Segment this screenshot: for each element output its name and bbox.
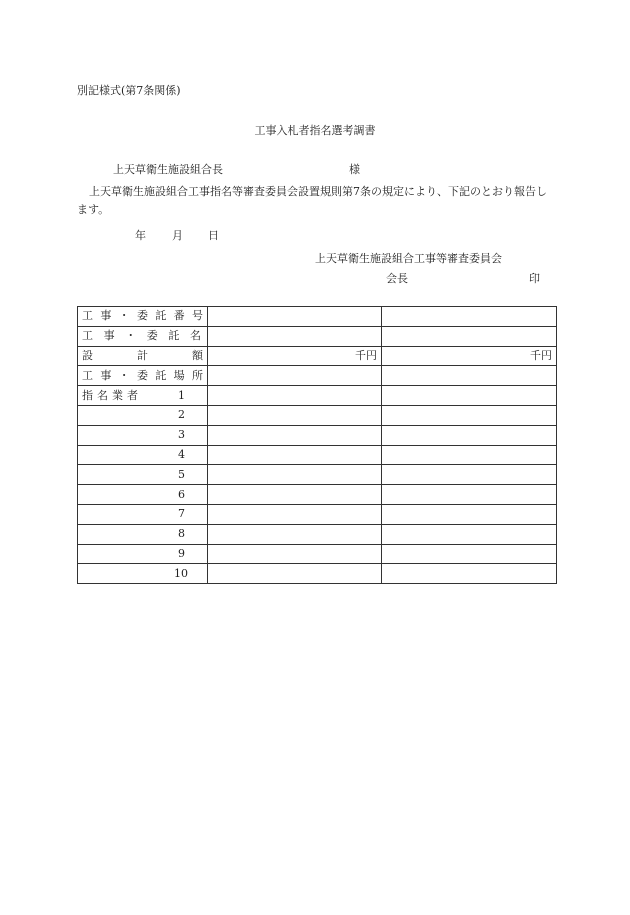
designated-contractor-row — [78, 485, 557, 505]
value-cell[interactable] — [382, 307, 557, 327]
row-label-char: 額 — [192, 348, 203, 362]
form-note: 別記様式(第7条関係) — [77, 84, 181, 97]
table-row — [78, 326, 557, 346]
designated-contractors-label: 指名業者 — [82, 388, 142, 402]
table-row — [78, 307, 557, 327]
row-label-char: ・ — [125, 329, 137, 343]
row-label-cell — [78, 307, 208, 327]
contractor-number-cell — [78, 485, 208, 505]
contractor-number-cell — [78, 564, 208, 584]
row-label-cell — [78, 366, 208, 386]
contractor-cell[interactable] — [208, 504, 382, 524]
table-row — [78, 366, 557, 386]
row-label-char: 場 — [173, 368, 185, 382]
designated-contractor-row — [78, 445, 557, 465]
contractor-number-cell — [78, 405, 208, 425]
contractor-cell[interactable] — [208, 564, 382, 584]
row-label-char: ・ — [118, 309, 130, 323]
row-label-char: 工 — [82, 309, 93, 323]
date-day: 日 — [208, 229, 219, 242]
row-label-char: 事 — [100, 309, 112, 323]
row-label-char: 委 — [136, 368, 148, 382]
designated-contractor-row — [78, 544, 557, 564]
row-label-char: 号 — [191, 309, 203, 323]
contractor-cell[interactable] — [382, 485, 557, 505]
contractor-number-cell — [78, 445, 208, 465]
contractor-number: 8 — [178, 527, 185, 541]
row-label-char: 工 — [82, 368, 93, 382]
contractor-cell[interactable] — [208, 386, 382, 406]
value-cell[interactable] — [382, 326, 557, 346]
contractor-cell[interactable] — [382, 524, 557, 544]
row-label-char: 工 — [82, 329, 93, 343]
row-label-char: 名 — [189, 329, 201, 343]
contractor-cell[interactable] — [208, 544, 382, 564]
row-label-cell — [78, 346, 208, 366]
designated-contractor-row — [78, 504, 557, 524]
seal-mark: 印 — [529, 272, 540, 285]
value-cell[interactable]: 千円 — [382, 346, 557, 366]
contractor-cell[interactable] — [382, 386, 557, 406]
designated-contractor-row — [78, 564, 557, 584]
row-label-cell — [78, 326, 208, 346]
designated-contractor-row — [78, 405, 557, 425]
value-cell[interactable] — [382, 366, 557, 386]
contractor-cell[interactable] — [382, 544, 557, 564]
contractor-cell[interactable] — [208, 445, 382, 465]
contractor-number: 4 — [178, 447, 185, 461]
row-label-char: 番 — [173, 309, 185, 323]
table-row — [78, 346, 557, 366]
contractor-cell[interactable] — [382, 504, 557, 524]
row-label-char: 所 — [191, 368, 203, 382]
value-cell[interactable] — [208, 326, 382, 346]
contractor-cell[interactable] — [208, 405, 382, 425]
committee-name: 上天草衛生施設組合工事等審査委員会 — [315, 252, 502, 265]
addressee: 上天草衛生施設組合長 — [113, 163, 223, 176]
row-label-char: 委 — [136, 309, 148, 323]
date-year: 年 — [135, 229, 146, 242]
contractor-cell[interactable] — [382, 405, 557, 425]
contractor-number: 6 — [178, 487, 185, 501]
contractor-cell[interactable] — [208, 465, 382, 485]
body-text: 上天草衛生施設組合工事指名等審査委員会設置規則第7条の規定により、下記のとおり報告します。 — [77, 185, 547, 216]
value-cell[interactable] — [208, 366, 382, 386]
contractor-cell[interactable] — [382, 564, 557, 584]
designated-contractor-row — [78, 524, 557, 544]
row-label-char: 託 — [155, 309, 167, 323]
contractor-cell[interactable] — [382, 425, 557, 445]
contractor-number: 5 — [178, 467, 185, 481]
row-label-char: 設 — [82, 348, 93, 362]
contractor-cell[interactable] — [382, 445, 557, 465]
document-title: 工事入札者指名選考調書 — [254, 124, 376, 137]
value-cell[interactable] — [208, 307, 382, 327]
row-label-char: 計 — [137, 348, 148, 362]
date-month: 月 — [172, 229, 183, 242]
contractor-number-cell — [78, 386, 208, 406]
honorific: 様 — [349, 163, 360, 176]
designated-contractor-row — [78, 465, 557, 485]
contractor-number: 9 — [178, 546, 185, 560]
contractor-number-cell — [78, 544, 208, 564]
contractor-number: 7 — [178, 507, 185, 521]
chair-title: 会長 — [386, 272, 408, 285]
value-cell[interactable]: 千円 — [208, 346, 382, 366]
contractor-number-cell — [78, 524, 208, 544]
contractor-cell[interactable] — [208, 524, 382, 544]
contractor-number-cell — [78, 425, 208, 445]
contractor-number: 3 — [178, 428, 185, 442]
row-label-char: ・ — [118, 368, 130, 382]
row-label-char: 事 — [100, 368, 112, 382]
contractor-number: 2 — [178, 408, 185, 422]
row-label-char: 事 — [103, 329, 115, 343]
contractor-cell[interactable] — [208, 425, 382, 445]
contractor-number: 10 — [174, 566, 188, 580]
designation-table — [77, 306, 557, 584]
contractor-number-cell — [78, 504, 208, 524]
row-label-char: 委 — [146, 329, 158, 343]
row-label-char: 託 — [155, 368, 167, 382]
contractor-number-cell — [78, 465, 208, 485]
contractor-number: 1 — [178, 388, 185, 402]
designated-contractor-row — [78, 425, 557, 445]
designated-contractor-row — [78, 386, 557, 406]
contractor-cell[interactable] — [208, 485, 382, 505]
contractor-cell[interactable] — [382, 465, 557, 485]
row-label-char: 託 — [168, 329, 180, 343]
